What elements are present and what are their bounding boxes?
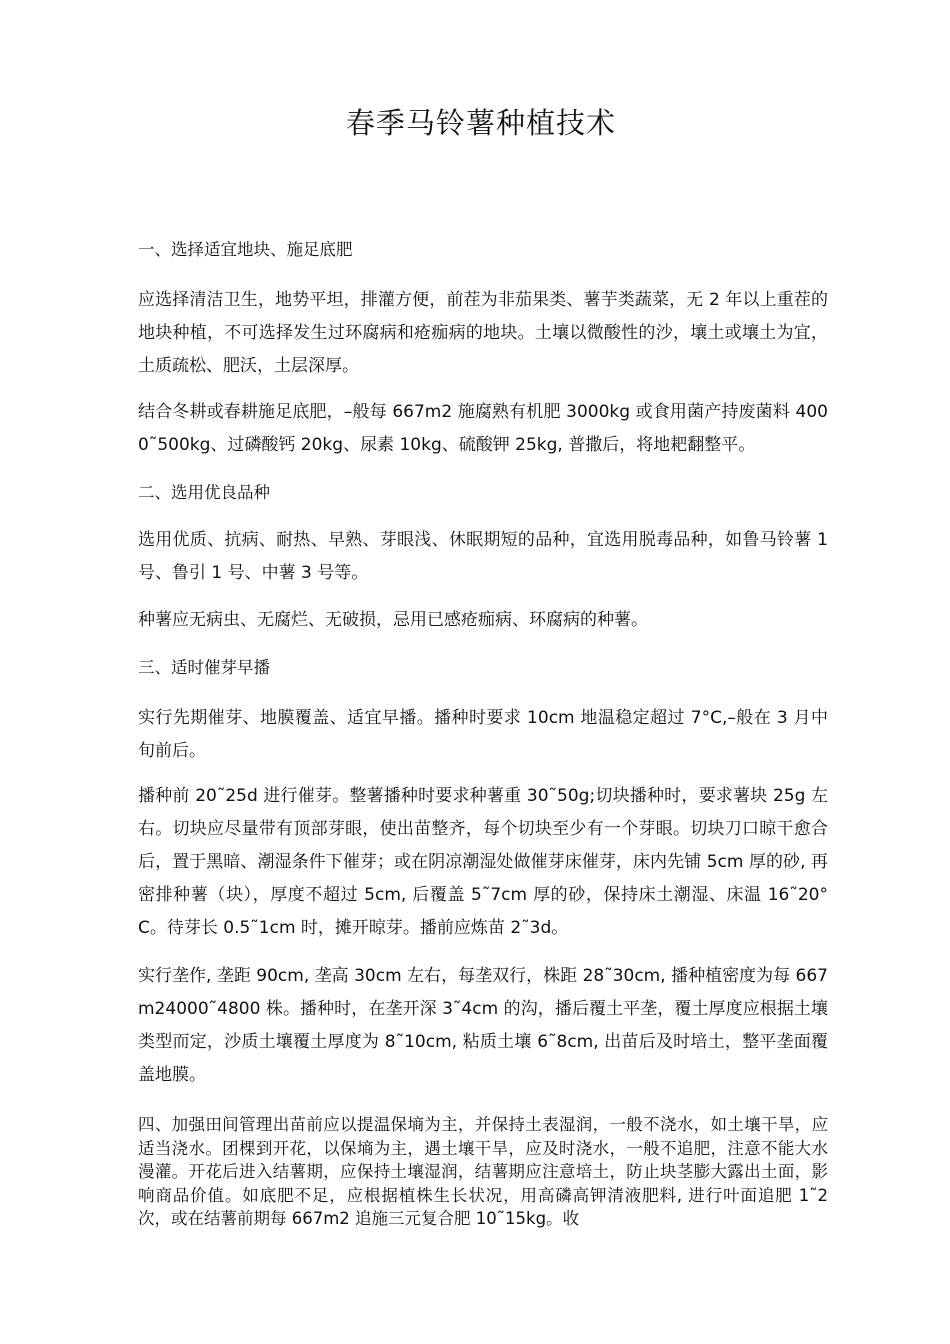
document-title: 春季马铃薯种植技术 — [345, 106, 616, 140]
section-1-heading: 一、选择适宜地块、施足底肥 — [138, 240, 353, 259]
section-2-heading: 二、选用优良品种 — [138, 483, 270, 502]
section-3-paragraph-3: 实行垄作, 垄距 90cm, 垄高 30cm 左右，每垄双行，株距 28˜30cm, 播种植密度为每 667m24000˜4800 株。播种时，在垄开深 3˜4cm 的沟，播后覆土平垄，覆土厚度应根据土壤类型而定，沙质土壤覆土厚度为 8˜10cm, 粘质土壤 6˜8cm, 出苗后及时培土，整平垄面覆盖地膜。 — [138, 966, 828, 1085]
section-3-paragraph-2: 播种前 20˜25d 进行催芽。整薯播种时要求种薯重 30˜50g;切块播种时，要求薯块 25g 左右。切块应尽量带有顶部芽眼，使出苗整齐，每个切块至少有一个芽眼。切块刀口晾干愈合后，置于黑暗、潮湿条件下催芽；或在阴凉潮湿处做催芽床催芽，床内先铺 5cm 厚的砂, 再密排种薯（块），厚度不超过 5cm, 后覆盖 5˜7cm 厚的砂，保持床土潮湿、床温 16˜20°C。待芽长 0.5˜1cm 时，摊开晾芽。播前应炼苗 2˜3d。 — [138, 786, 828, 938]
section-2-paragraph-2: 种薯应无病虫、无腐烂、无破损，忌用已感疮痂病、环腐病的种薯。 — [138, 610, 648, 630]
section-4-paragraph-1: 四、加强田间管理出苗前应以提温保墒为主，并保持土表湿润，一般不浇水，如土壤干旱，应适当浇水。团棵到开花，以保墒为主，遇土壤干旱，应及时浇水，一般不追肥，注意不能大水漫灌。开花后进入结薯期，应保持土壤湿润，结薯期应注意培土，防止块茎膨大露出土面，影响商品价值。如底肥不足，应根据植株生长状况，用高磷高钾清液肥料, 进行叶面追肥 1˜2 次，或在结薯前期每 667m2 追施三元复合肥 10˜15kg。收 — [138, 1115, 828, 1228]
section-1-paragraph-2: 结合冬耕或春耕施足底肥，–般每 667m2 施腐熟有机肥 3000kg 或食用菌产持废菌料 4000˜500kg、过磷酸钙 20kg、尿素 10kg、硫酸钾 25kg, 普撒后，将地耙翻整平。 — [138, 402, 828, 455]
section-3-heading: 三、适时催芽早播 — [138, 658, 270, 677]
section-3-paragraph-1: 实行先期催芽、地膜覆盖、适宜早播。播种时要求 10cm 地温稳定超过 7°C,–般在 3 月中旬前后。 — [138, 708, 828, 761]
section-2-paragraph-1: 选用优质、抗病、耐热、早熟、芽眼浅、休眠期短的品种，宜选用脱毒品种，如鲁马铃薯 1 号、鲁引 1 号、中薯 3 号等。 — [138, 530, 828, 583]
section-1-paragraph-1: 应选择清洁卫生，地势平坦，排灌方便，前茬为非茄果类、薯芋类蔬菜，无 2 年以上重茬的地块种植，不可选择发生过环腐病和疮痂病的地块。土壤以微酸性的沙，壤土或壤土为宜，土质疏松、肥沃，土层深厚。 — [138, 290, 828, 376]
